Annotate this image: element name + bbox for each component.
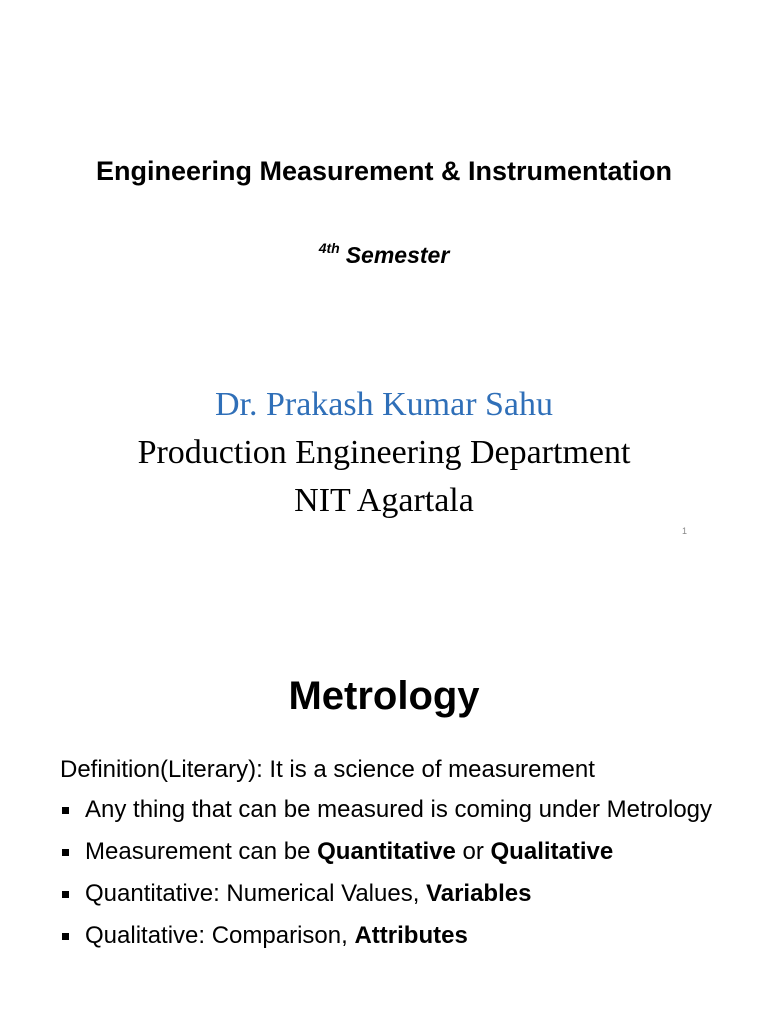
bullet-text: Any thing that can be measured is coming under Metrology: [85, 796, 713, 823]
metrology-slide: [0, 576, 768, 1024]
square-bullet-icon: [62, 849, 69, 856]
list-item: [60, 920, 740, 952]
square-bullet-icon: [62, 891, 69, 898]
semester-label: [0, 240, 768, 269]
bullet-bold-term: Quantitative: [317, 838, 456, 865]
square-bullet-icon: [62, 933, 69, 940]
bullet-text: Qualitative: Comparison,: [85, 922, 355, 949]
bullet-bold-term: Qualitative: [490, 838, 614, 865]
slide-title: Metrology: [288, 674, 480, 718]
bullet-text: Measurement can be: [85, 838, 318, 865]
page-number: 1: [682, 526, 688, 536]
list-item: [60, 836, 740, 868]
semester-ordinal: 4th: [318, 240, 340, 256]
author-name: Dr. Prakash Kumar Sahu: [214, 386, 554, 423]
bullet-text: or: [455, 838, 491, 865]
bullet-list: [60, 794, 740, 962]
list-item: [60, 878, 740, 910]
bullet-bold-term: Variables: [426, 880, 532, 907]
department-name: Production Engineering Department: [137, 434, 631, 471]
list-item: [60, 794, 740, 826]
definition-text: Definition(Literary): It is a science of measurement: [60, 756, 595, 783]
square-bullet-icon: [62, 807, 69, 814]
semester-text: Semester: [345, 242, 450, 268]
institute-name: NIT Agartala: [294, 482, 474, 519]
bullet-bold-term: Attributes: [354, 922, 468, 949]
bullet-text: Quantitative: Numerical Values,: [85, 880, 427, 907]
course-title: Engineering Measurement & Instrumentation: [95, 156, 673, 186]
